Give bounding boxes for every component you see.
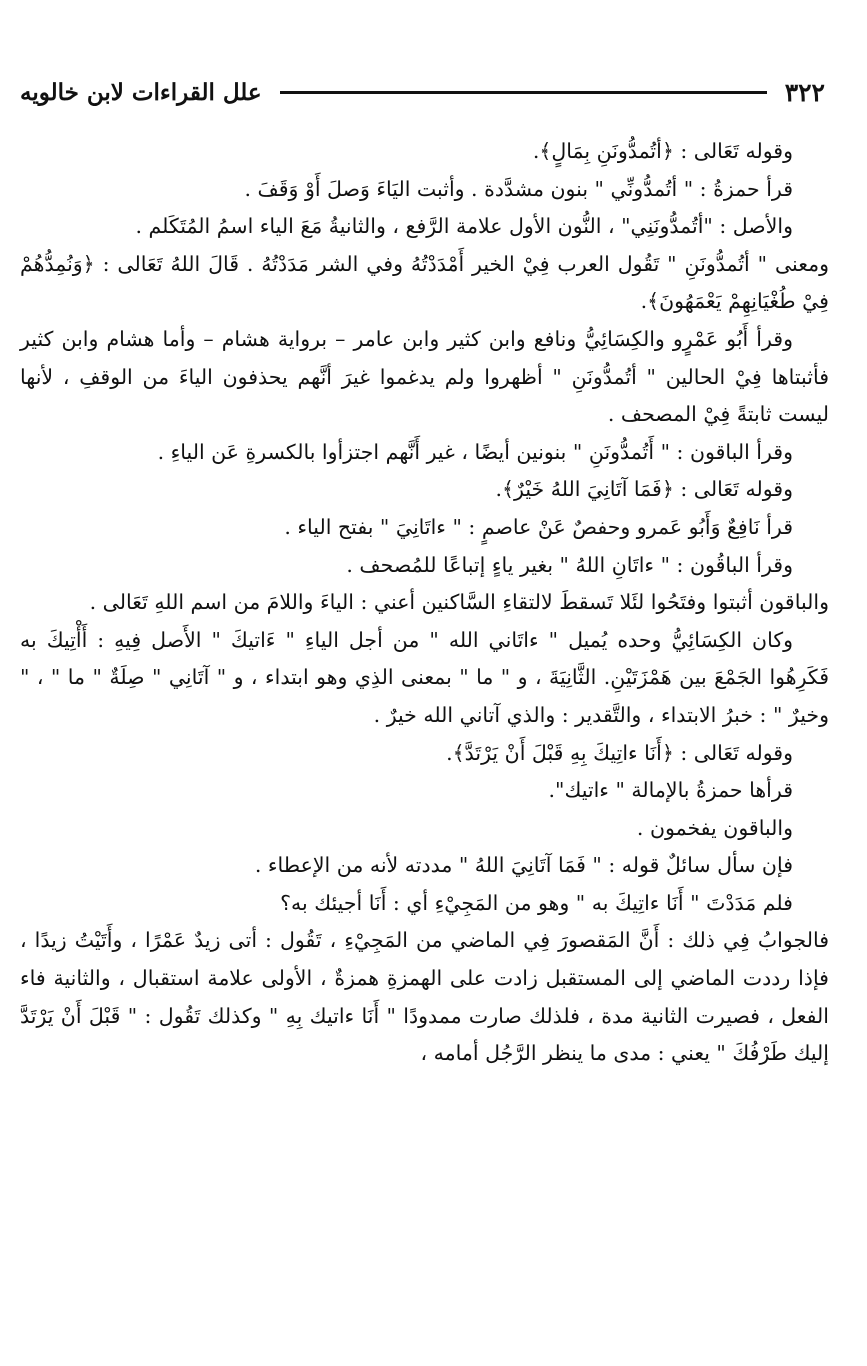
paragraph: وقوله تَعَالى : ﴿أتُمدُّونَنِ بِمَالٍ﴾. — [532, 139, 793, 163]
paragraph: والباقون أثبتوا وفتَحُوا لئَلا تَسقطَ لالتقاءِ السَّاكنين أعني : الياءَ واللامَ من اسم اللهِ تَعَالى . — [89, 590, 829, 615]
paragraph: فإن سأل سائلٌ قوله : " فَمَا آتَانِيَ اللهُ " مددته لأنه من الإعطاء . — [254, 853, 793, 878]
paragraph: وقوله تَعَالى : ﴿أَنَا ءاتِيكَ بِهِ قَبْلَ أَنْ يَرْتَدَّ﴾. — [446, 740, 793, 765]
paragraph: قرأ نَافِعٌ وَأَبُو عَمرو وحفصٌ عَنْ عاصمٍ : " ءاتَانِيَ " بفتح الياء . — [284, 514, 793, 539]
page-number: ٣٢٢ — [784, 77, 825, 107]
running-title: علل القراءات لابن خالويه — [20, 78, 262, 106]
paragraph: قرأها حمزةُ بالإمالة " ءاتيك". — [548, 778, 793, 803]
body-text — [20, 133, 829, 1073]
paragraph: وقرأ أَبُو عَمْرٍو والكِسَائِيُّ ونافع وابن كثير وابن عامر – برواية هشام – وأما هشام وابن كثير فأثبتاها فِيْ الحالين " أتُمدُّونَنِ " أظهروا ولم يدغموا غيرَ أنَّهم يحذفون الياءَ من الوقفِ ، لأنها ليست ثابتةً فِيْ المصحف . — [20, 326, 829, 427]
page-header — [20, 72, 825, 112]
header-rule — [280, 91, 767, 94]
paragraph: وقرأ الباقون : " أَتُمدُّونَنِ " بنونين أيضًا ، غير أَنَّهم اجتزأوا بالكسرةِ عَن الياءِ . — [157, 439, 793, 464]
paragraph: وقرأ الباقُون : " ءاتَانِ اللهُ " بغير ياءٍ إتباعًا للمُصحف . — [346, 552, 793, 577]
paragraph: قرأ حمزةُ : " أتُمدُّونِّي " بنون مشدَّدة . وأثبت اليَاءَ وَصلَ أَوْ وَقَفَ . — [244, 176, 793, 201]
paragraph: فلم مَدَدْتَ " أَنَا ءاتِيكَ به " وهو من المَجِيْءِ أي : أَنَا أجيئك به؟ — [280, 890, 793, 915]
paragraph: ومعنى " أتُمدُّونَنِ " تَقُول العرب فِيْ الخير أَمْدَدْتُهُ وفي الشر مَدَدْتُهُ . قَالَ اللهُ تَعَالى : ﴿وَنُمِدُّهُمْ فِيْ طُغْيَانِهِمْ يَعْمَهُونَ﴾. — [20, 251, 829, 314]
paragraph: فالجوابُ فِي ذلك : أَنَّ المَقصورَ فِي الماضي من المَجِيْءِ ، تَقُول : أتى زيدٌ عَمْرًا ، وأَتَيْتُ زيدًا ، فإذا رددت الماضي إلى المستقبل زادت على الهمزةِ همزةٌ ، الأولى علامة استقبال ، والثانية فاء الفعل ، فصيرت الثانية مدة ، فلذلك صارت ممدودًا " أَنَا ءاتيك بِهِ " وكذلك تَقُول : " قَبْلَ أَنْ يَرْتَدَّ إليك طَرْفُكَ " يعني : مدى ما ينظر الرَّجُل أمامه ، — [20, 928, 829, 1066]
paragraph: والباقون يفخمون . — [636, 815, 793, 840]
paragraph: والأصل : "أتُمدُّونَنِي" ، النُّون الأول علامة الرَّفع ، والثانيةُ مَعَ الياء اسمُ المُتَكَلم . — [135, 214, 793, 239]
paragraph: وكان الكِسَائِيُّ وحده يُميل " ءاتَاني الله " من أجل الياءِ " ءَاتيكَ " الأَصل فِيهِ : أَأْتِيكَ به فَكَرِهُوا الجَمْعَ بين هَمْزَتَيْنِ. الثَّانِيَةَ ، و " ما " بمعنى الذِي وهو ابتداء ، و " آتَانِي " صِلَةٌ " ما " ، " وخيرٌ " : خبرُ الابتداء ، والتَّقدير : والذي آتاني الله خيرٌ . — [20, 627, 829, 727]
paragraph: وقوله تَعَالى : ﴿فَمَا آتَانِيَ اللهُ خَيْرٌ﴾. — [495, 477, 793, 502]
